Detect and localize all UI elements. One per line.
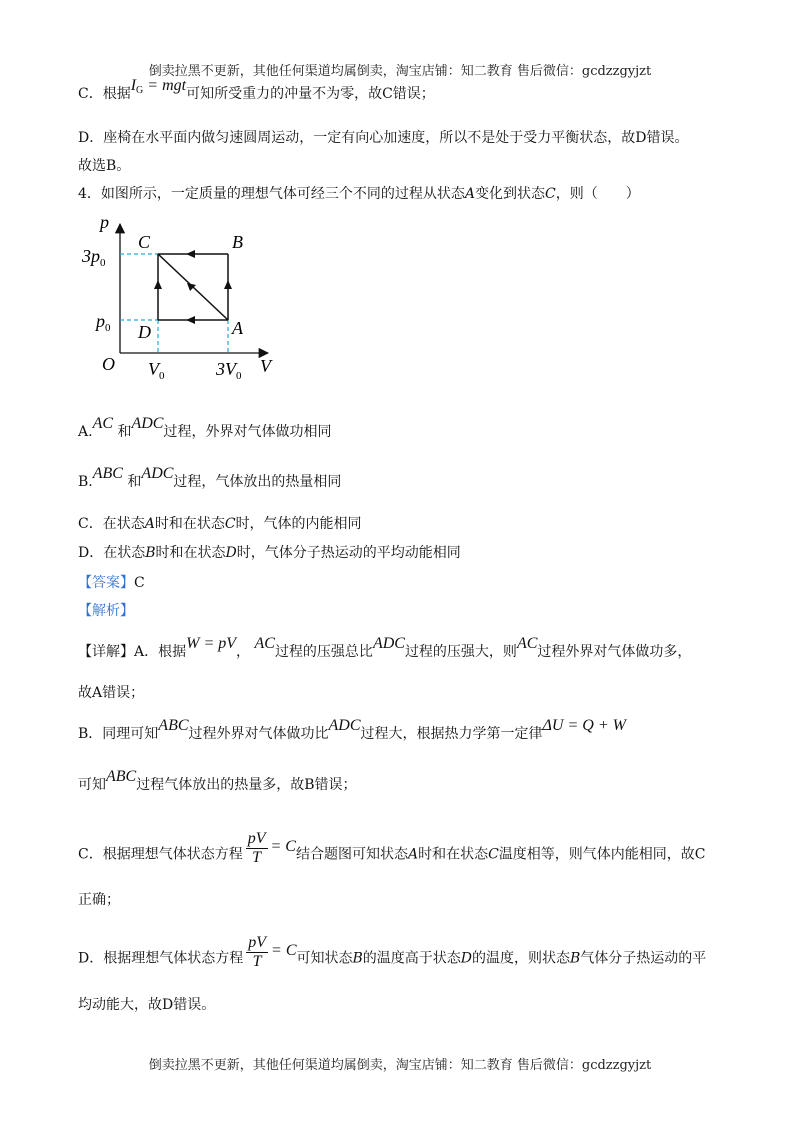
header-watermark: 倒卖拉黑不更新，其他任何渠道均属倒卖，淘宝店铺：知二教育 售后微信：gcdzzgyjzt bbox=[148, 64, 652, 79]
arrow-dc bbox=[154, 280, 162, 289]
arrow-ab bbox=[224, 280, 232, 289]
arrow-ad bbox=[186, 316, 195, 324]
analysis-label: 【解析】 bbox=[78, 603, 134, 619]
pv-diagram bbox=[80, 210, 280, 390]
detail-a-line2: 故A错误； bbox=[78, 685, 145, 701]
label-state-a: A bbox=[232, 318, 243, 338]
question-stem: 4．如图所示，一定质量的理想气体可经三个不同的过程从状态A变化到状态C，则（ ） bbox=[78, 186, 640, 202]
arrow-bc bbox=[186, 250, 195, 258]
label-state-c: C bbox=[138, 232, 151, 252]
answer: 【答案】C bbox=[78, 575, 145, 591]
label-v-axis: V bbox=[260, 356, 271, 376]
arrow-ac bbox=[187, 283, 196, 291]
detail-b-line2: 可知ABC过程气体放出的热量多，故B错误； bbox=[78, 768, 357, 793]
option-a[interactable]: A.AC 和ADC过程，外界对气体做功相同 bbox=[78, 415, 332, 440]
label-v0: $V_0$ bbox=[148, 359, 165, 382]
label-3p0: $3p_0$ bbox=[82, 246, 106, 269]
label-p: p bbox=[100, 212, 109, 232]
option-c[interactable]: C．在状态A时和在状态C时，气体的内能相同 bbox=[78, 516, 362, 532]
label-state-d: D bbox=[138, 322, 151, 342]
state-equation-fraction: $\frac{pV}{T}$ bbox=[247, 830, 266, 866]
detail-a-line1: 【详解】A．根据W = pV， AC过程的压强总比ADC过程的压强大，则AC过程外界对气体做功多， bbox=[78, 635, 692, 660]
prev-option-c: C．根据$I_G$ = mgt可知所受重力的冲量不为零，故C错误； bbox=[78, 77, 435, 102]
option-d[interactable]: D．在状态B时和在状态D时，气体分子热运动的平均动能相同 bbox=[78, 545, 461, 561]
impulse-formula: $I_G$ = mgt bbox=[130, 77, 187, 96]
detail-b-line1: B．同理可知ABC过程外界对气体做功比ADC过程大，根据热力学第一定律ΔU = Q + W bbox=[78, 717, 626, 742]
label-origin: O bbox=[102, 354, 115, 374]
state-equation-fraction: $\frac{pV}{T}$ bbox=[248, 934, 267, 970]
label-state-b: B bbox=[232, 232, 243, 252]
footer-watermark: 倒卖拉黑不更新，其他任何渠道均属倒卖，淘宝店铺：知二教育 售后微信：gcdzzgyjzt bbox=[148, 1058, 652, 1073]
detail-c-line1: C．根据理想气体状态方程 $\frac{pV}{T}$ = C结合题图可知状态A时和在状态C温度相等，则气体内能相同，故C bbox=[78, 830, 706, 866]
detail-d-line2: 均动能大，故D错误。 bbox=[78, 997, 216, 1013]
detail-d-line1: D．根据理想气体状态方程 $\frac{pV}{T}$ = C可知状态B的温度高于状态D的温度，则状态B气体分子热运动的平 bbox=[78, 934, 707, 970]
option-b[interactable]: B.ABC 和ADC过程，气体放出的热量相同 bbox=[78, 465, 342, 490]
label-3v0: $3V_0$ bbox=[216, 359, 242, 382]
label-p0: $p_0$ bbox=[96, 311, 111, 334]
prev-choose: 故选B。 bbox=[78, 158, 131, 174]
prev-option-d: D．座椅在水平面内做匀速圆周运动，一定有向心加速度，所以不是处于受力平衡状态，故D错误。 bbox=[78, 130, 689, 146]
detail-c-line2: 正确； bbox=[78, 892, 120, 908]
